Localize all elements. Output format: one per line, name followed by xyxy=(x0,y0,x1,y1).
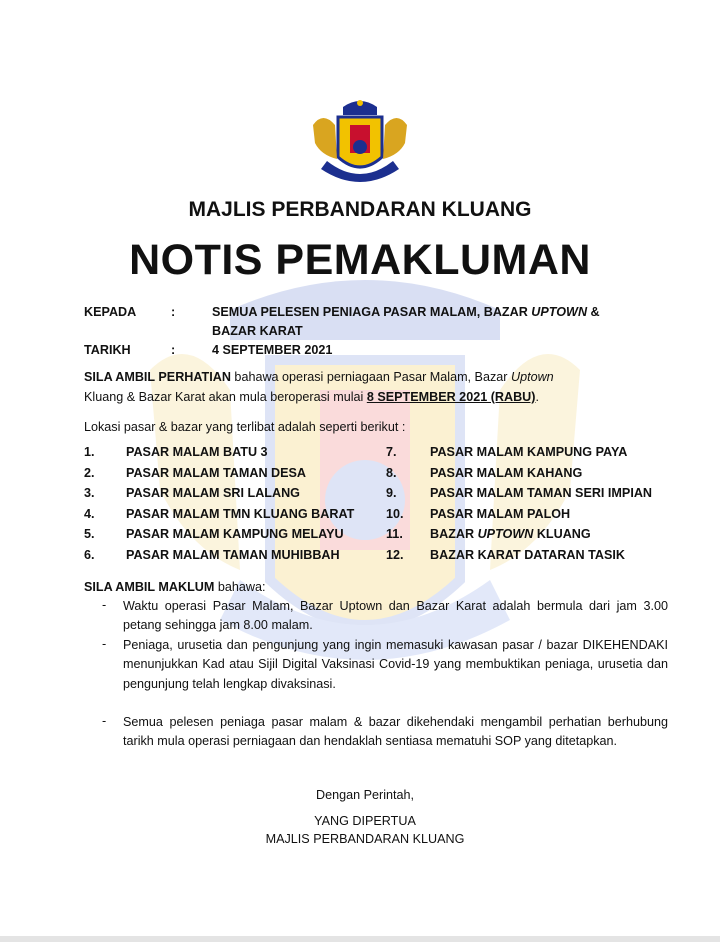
date-value: 4 SEPTEMBER 2021 xyxy=(212,343,333,357)
location-number: 11. xyxy=(386,527,403,542)
note-dash: - xyxy=(102,598,107,612)
location-number: 5. xyxy=(84,527,95,542)
location-number: 7. xyxy=(386,445,397,459)
location-number: 3. xyxy=(84,486,95,501)
location-name: PASAR MALAM KAHANG xyxy=(430,465,583,480)
note-dash: - xyxy=(102,637,107,651)
notes-heading: SILA AMBIL MAKLUM bahawa: xyxy=(84,580,266,594)
location-name: PASAR MALAM KAMPUNG MELAYU xyxy=(126,527,344,542)
location-name: PASAR MALAM TMN KLUANG BARAT xyxy=(126,506,355,521)
location-name: BAZAR UPTOWN KLUANG xyxy=(430,527,591,542)
location-number: 9. xyxy=(386,486,397,501)
to-colon: : xyxy=(171,305,176,319)
notice-title: NOTIS PEMAKLUMAN xyxy=(129,236,591,284)
locations-heading: Lokasi pasar & bazar yang terlibat adalah seperti berikut : xyxy=(84,420,406,434)
location-name: BAZAR KARAT DATARAN TASIK xyxy=(430,548,625,562)
note-item: Waktu operasi Pasar Malam, Bazar Uptown dan Bazar Karat adalah bermula dari jam 3.00 petang sehingga jam 8.00 malam. xyxy=(123,599,668,633)
location-number: 10. xyxy=(386,506,404,521)
location-number: 8. xyxy=(386,465,397,480)
location-name: PASAR MALAM PALOH xyxy=(430,506,571,521)
organization-title: MAJLIS PERBANDARAN KLUANG xyxy=(188,198,532,221)
note-item: Semua pelesen peniaga pasar malam & bazar dikehendaki mengambil perhatian berhubung tarikh mula operasi perniagaan dan hendaklah sentiasa mematuhi SOP yang ditetapkan. xyxy=(123,715,668,749)
bottom-border xyxy=(0,936,720,942)
location-name: PASAR MALAM TAMAN DESA xyxy=(126,465,307,480)
signature-line3: MAJLIS PERBANDARAN KLUANG xyxy=(265,832,465,846)
council-crest-icon xyxy=(305,95,415,185)
location-name: PASAR MALAM TAMAN SERI IMPIAN xyxy=(430,486,653,501)
signature-line2: YANG DIPERTUA xyxy=(314,814,416,828)
location-number: 2. xyxy=(84,465,95,480)
location-name: PASAR MALAM TAMAN MUHIBBAH xyxy=(126,548,340,562)
note-dash: - xyxy=(102,714,107,728)
intro-line1: SILA AMBIL PERHATIAN bahawa operasi perniagaan Pasar Malam, Bazar Uptown xyxy=(84,370,554,384)
location-name: PASAR MALAM SRI LALANG xyxy=(126,486,300,501)
location-number: 1. xyxy=(84,445,95,459)
note-item: Peniaga, urusetia dan pengunjung yang ingin memasuki kawasan pasar / bazar DIKEHENDAKI menunjukkan Kad atau Sijil Digital Vaksinasi Covid-19 yang membuktikan peniaga, urusetia dan pengunjung telah lengkap divaksinasi. xyxy=(123,638,668,691)
location-name: PASAR MALAM KAMPUNG PAYA xyxy=(430,445,628,459)
intro-line2: Kluang & Bazar Karat akan mula beroperasi mulai 8 SEPTEMBER 2021 (RABU). xyxy=(84,390,539,404)
location-number: 6. xyxy=(84,548,95,562)
location-number: 12. xyxy=(386,548,404,562)
location-name: PASAR MALAM BATU 3 xyxy=(126,445,268,459)
to-value: SEMUA PELESEN PENIAGA PASAR MALAM, BAZAR UPTOWN & xyxy=(212,305,600,319)
signature-line1: Dengan Perintah, xyxy=(315,788,415,802)
to-label: KEPADA xyxy=(84,305,137,319)
location-number: 4. xyxy=(84,506,95,521)
to-value-line2: BAZAR KARAT xyxy=(212,324,303,338)
date-colon: : xyxy=(171,343,176,357)
date-label: TARIKH xyxy=(84,343,131,357)
